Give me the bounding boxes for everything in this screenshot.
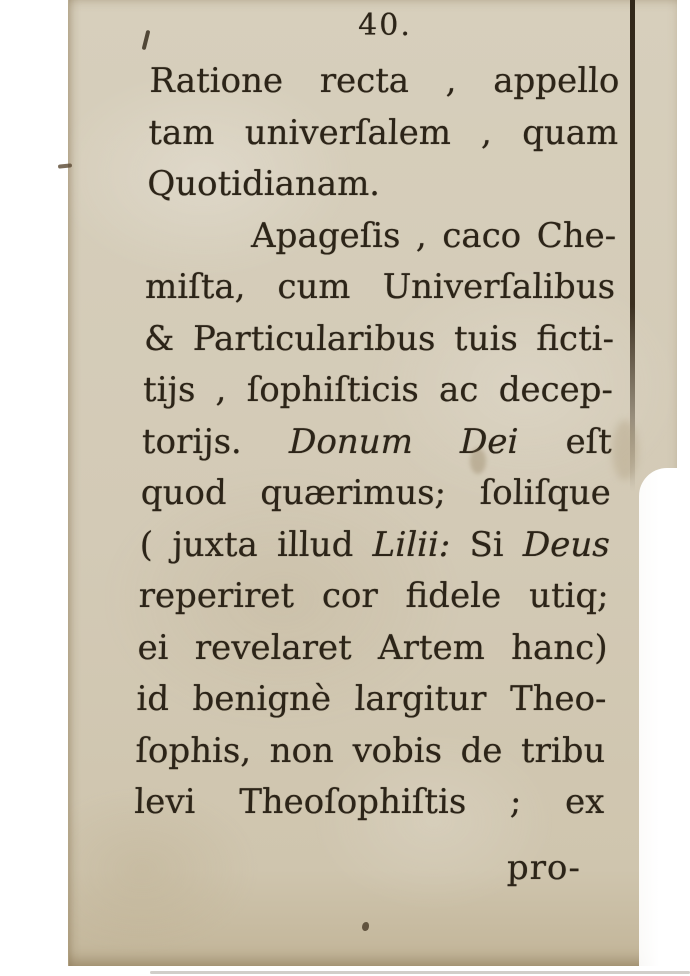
text-segment: Ratione recta , appello — [149, 61, 620, 101]
text-line — [137, 623, 608, 675]
text-segment: ſophis, non vobis de tribu — [135, 730, 606, 771]
text-segment-italic: Deus — [522, 524, 611, 565]
paper-smudge — [470, 448, 486, 474]
text-line — [141, 417, 612, 469]
text-segment: reperiret cor fidele utiq; — [138, 576, 610, 616]
text-segment: tam univerſalem , quam — [147, 112, 619, 153]
text-segment: miſta, cum Univerſalibus — [144, 267, 616, 307]
text-line — [136, 674, 607, 726]
text-segment: id benignè largitur Theo- — [136, 679, 607, 719]
text-segment: Si — [449, 524, 524, 565]
text-line — [144, 314, 615, 366]
text-line — [139, 520, 610, 572]
text-segment: Apageſis , caco Che- — [250, 215, 617, 256]
text-line — [135, 726, 606, 778]
text-line — [140, 468, 611, 520]
page-gutter-shadow — [630, 0, 635, 492]
text-segment: Quotidianam. — [146, 164, 381, 204]
scanner-artifact-line — [150, 971, 690, 974]
text-segment: tijs , ſophiſticis ac decep- — [142, 370, 614, 410]
text-line — [142, 365, 613, 417]
text-block — [132, 56, 620, 894]
text-segment: ei revelaret Artem hanc) — [137, 627, 609, 668]
text-segment: levi Theoſophiſtis ; ex — [133, 782, 605, 822]
text-segment: eſt — [517, 421, 613, 462]
paper-stain — [612, 420, 638, 480]
text-segment-italic: Lilii: — [372, 524, 451, 565]
text-line — [148, 108, 619, 160]
text-segment: torijs. — [141, 421, 290, 462]
text-line — [145, 262, 616, 314]
page-edge-cutout — [639, 468, 690, 976]
text-segment-italic: Donum Dei — [288, 421, 519, 462]
text-segment: pro- — [506, 847, 582, 888]
page-number: 40. — [358, 8, 412, 43]
text-line — [149, 56, 620, 108]
text-line — [138, 571, 609, 623]
text-segment: ( juxta illud — [139, 524, 374, 565]
catchword — [132, 843, 603, 895]
text-line — [146, 211, 617, 263]
text-line — [147, 159, 618, 211]
text-segment: quod quærimus; ſoliſque — [140, 473, 612, 513]
text-line — [134, 777, 605, 829]
text-segment: & Particularibus tuis ficti- — [143, 318, 615, 359]
